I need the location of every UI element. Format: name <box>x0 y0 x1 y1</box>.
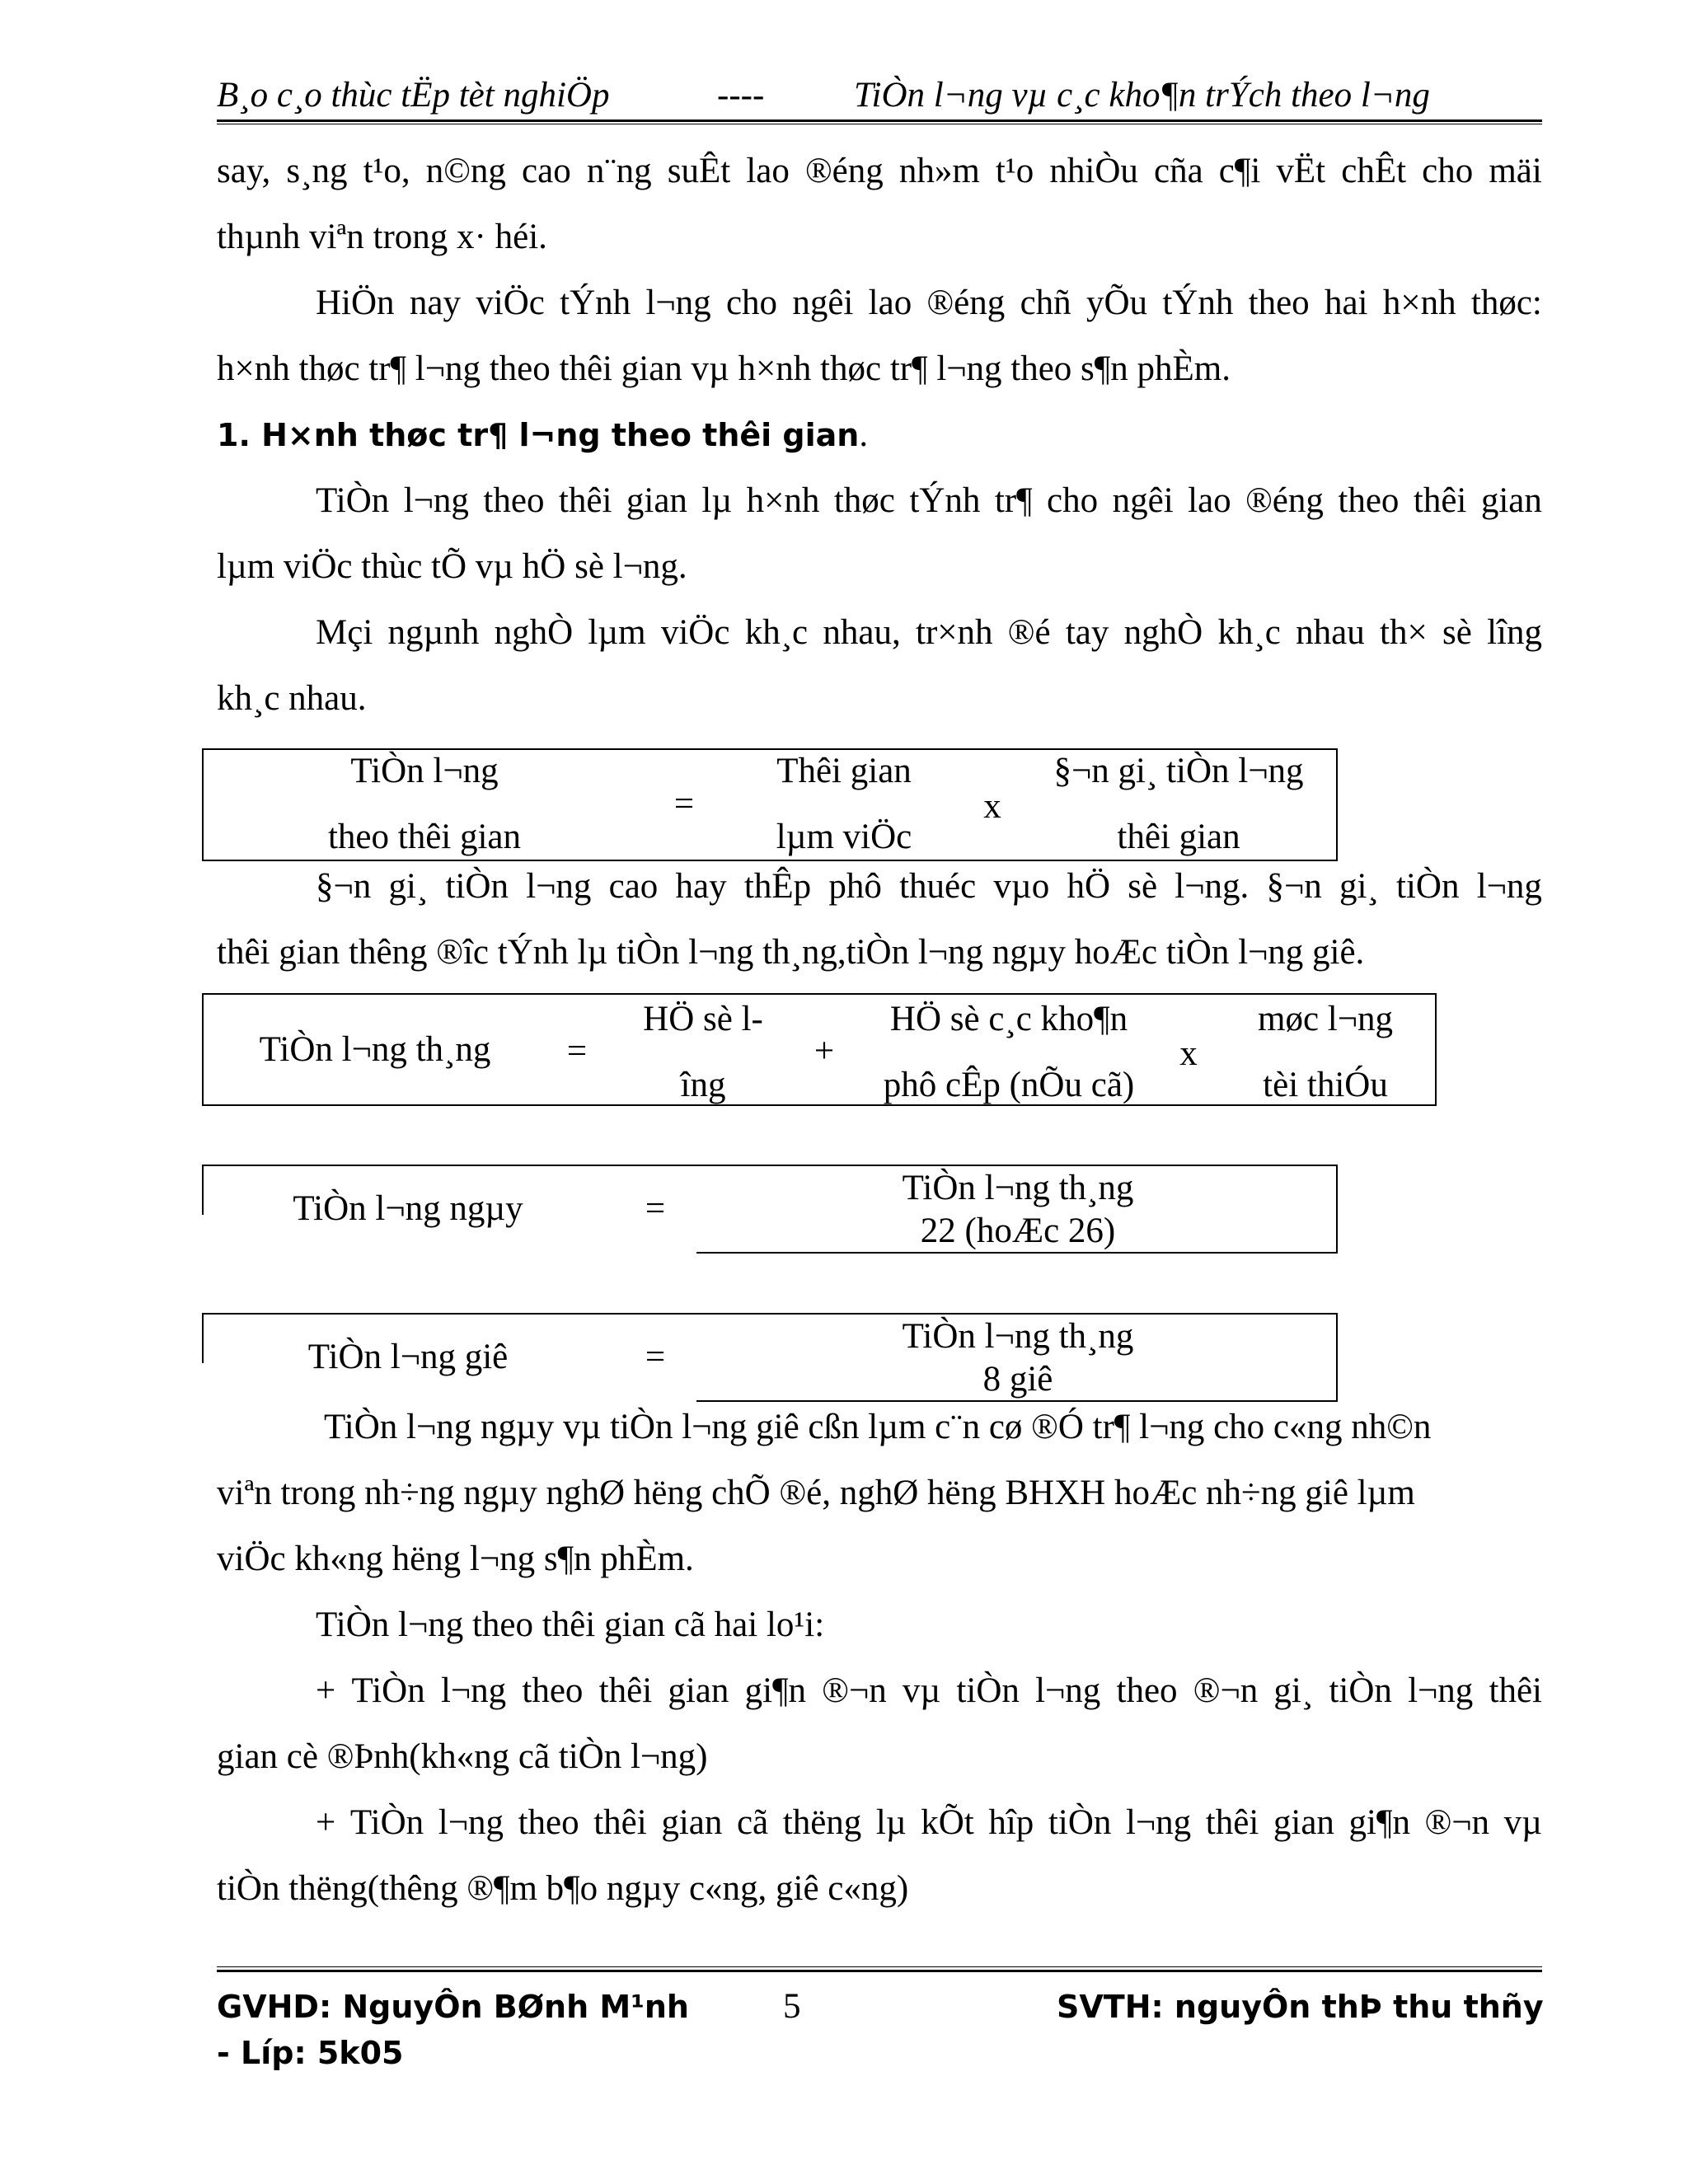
word: tÝnh <box>560 284 631 322</box>
footer-supervisor: GVHD: NguyÔn BØnh M¹nh <box>217 1989 689 2025</box>
word: l¬ng <box>440 1671 507 1710</box>
word: h×nh <box>1382 284 1456 322</box>
word: §¬n <box>1266 867 1322 906</box>
paragraph-1-line-1 <box>217 148 1542 194</box>
formula-time-wage-equals: = <box>673 785 695 823</box>
word: lµm <box>588 613 646 652</box>
formula-time-wage-times: x <box>983 787 1001 826</box>
word: thêi <box>593 1803 647 1842</box>
word: ngêi <box>792 284 854 322</box>
word: c¶i <box>1218 152 1261 190</box>
word: l¬ng <box>645 284 711 322</box>
word: ®¬n <box>1193 1671 1259 1710</box>
formula-hourly-wage-left: TiÒn l¬ng giê <box>307 1338 509 1376</box>
word: kÕt <box>921 1803 974 1842</box>
word: chñ <box>1020 284 1071 322</box>
word: lµ <box>701 481 733 520</box>
word: l¬ng <box>526 867 592 906</box>
header-report-title: B¸o c¸o thùc tËp tèt nghiÖp <box>217 76 610 115</box>
word: tr×nh <box>916 613 993 652</box>
footer-class: - Líp: 5k05 <box>217 2035 404 2071</box>
word: nay <box>409 284 461 322</box>
paragraph-3-line-1 <box>316 478 1542 524</box>
word: yÕu <box>1085 284 1148 322</box>
formula-monthly-wage-equals: = <box>566 1032 588 1071</box>
word: hîp <box>988 1803 1034 1842</box>
word: theo <box>1116 1671 1178 1710</box>
word: say, <box>217 152 271 190</box>
word: gian <box>626 481 687 520</box>
word: l¬ng <box>403 481 469 520</box>
paragraph-9-line-1 <box>316 1800 1542 1846</box>
word: cho <box>1422 152 1474 190</box>
formula-hourly-wage-equals: = <box>645 1338 666 1376</box>
paragraph-5-line-1 <box>316 864 1542 910</box>
paragraph-3-line-2: lµm viÖc thùc tÕ vµ hÖ sè l¬ng. <box>217 547 687 586</box>
word: nhau, <box>823 613 901 652</box>
word: cho <box>725 284 778 322</box>
word: cao <box>522 152 571 190</box>
word: thêi <box>598 1671 653 1710</box>
paragraph-1-line-2: thµnh viªn trong x· héi. <box>217 218 547 256</box>
formula-monthly-wage-allowance-bottom: phô cÊp (nÕu cã) <box>883 1066 1135 1104</box>
formula-hourly-wage-denominator: 8 giê <box>982 1360 1053 1399</box>
word: ®éng <box>1245 481 1324 520</box>
word: kh¸c <box>1217 613 1281 652</box>
word: l¬ng <box>1408 1671 1474 1710</box>
header-chapter-title: TiÒn l¬ng vµ c¸c kho¶n trÝch theo l¬ng <box>854 76 1430 115</box>
word: cña <box>1153 152 1203 190</box>
formula-monthly-wage-coefficient-top: HÖ sè l- <box>643 1000 763 1038</box>
word: l¬ng <box>1476 867 1542 906</box>
formula-monthly-wage-coefficient-bottom: îng <box>680 1066 726 1104</box>
word: tay <box>1065 613 1109 652</box>
word: tÝnh <box>1162 284 1234 322</box>
word: lao <box>746 152 790 190</box>
footer-student: SVTH: nguyÔn thÞ thu thñy <box>1057 1989 1544 2025</box>
formula-time-wage-mid-top: Thêi gian <box>776 752 912 790</box>
word: tiÒn <box>1329 1671 1392 1710</box>
word: n©ng <box>425 152 506 190</box>
word: l¬ng <box>438 1803 504 1842</box>
word: thÊp <box>743 867 812 906</box>
word: gi¸ <box>1339 867 1379 906</box>
word: vµ <box>1503 1803 1542 1842</box>
word: tiÒn <box>956 1671 1020 1710</box>
word: t¹o, <box>363 152 410 190</box>
word: cho <box>1047 481 1099 520</box>
word: h×nh <box>746 481 820 520</box>
paragraph-6-line-1: TiÒn l¬ng ngµy vµ tiÒn l¬ng giê cßn lµm c¨n cø ®Ó tr¶ l¬ng cho c«ng nh©n <box>324 1408 1432 1446</box>
formula-daily-wage-numerator: TiÒn l¬ng th¸ng <box>902 1169 1134 1207</box>
word: l¬ng. <box>1175 867 1250 906</box>
word: theo <box>483 481 545 520</box>
section-heading-dot: . <box>859 415 869 454</box>
word: n¨ng <box>586 152 652 190</box>
word: tÝnh <box>909 481 981 520</box>
paragraph-4-line-1 <box>316 610 1542 656</box>
word: gian <box>661 1803 723 1842</box>
word: theo <box>518 1803 579 1842</box>
section-heading-text: 1. H×nh thøc tr¶ l¬ng theo thêi gian <box>217 417 860 453</box>
word: vµo <box>993 867 1050 906</box>
word: nh»m <box>898 152 980 190</box>
word: suÊt <box>667 152 731 190</box>
word: tiÒn <box>1396 867 1460 906</box>
formula-daily-wage-left: TiÒn l¬ng ngµy <box>293 1189 523 1228</box>
word: thøc: <box>1470 284 1542 322</box>
paragraph-6-line-2: viªn trong nh÷ng ngµy nghØ hëng chÕ ®é, nghØ hëng BHXH hoÆc nh÷ng giê lµm <box>217 1474 1415 1512</box>
word: gian <box>1273 1803 1334 1842</box>
word: s¸ng <box>286 152 348 190</box>
word: Mçi <box>316 613 373 652</box>
word: nghÒ <box>494 613 574 652</box>
word: vËt <box>1276 152 1326 190</box>
word: theo <box>522 1671 584 1710</box>
formula-monthly-wage-plus: + <box>814 1032 835 1071</box>
word: thuéc <box>899 867 977 906</box>
formula-hourly-wage-numerator: TiÒn l¬ng th¸ng <box>902 1317 1134 1356</box>
formula-time-wage-right-bottom: thêi gian <box>1117 818 1240 856</box>
word: ®éng <box>804 152 884 190</box>
word: TiÒn <box>316 481 390 520</box>
word: ®éng <box>926 284 1006 322</box>
word: phô <box>828 867 882 906</box>
formula-time-wage-left-top: TiÒn l¬ng <box>350 752 499 790</box>
word: gi¶n <box>1348 1803 1410 1842</box>
word: nghÒ <box>1123 613 1203 652</box>
word: th× <box>1380 613 1428 652</box>
word: chÊt <box>1341 152 1407 190</box>
word: viÖc <box>660 613 730 652</box>
word: hai <box>1324 284 1368 322</box>
formula-daily-wage-denominator: 22 (hoÆc 26) <box>920 1212 1116 1250</box>
paragraph-8-line-1 <box>316 1668 1542 1714</box>
word: sè <box>1442 613 1472 652</box>
word: §¬n <box>316 867 372 906</box>
word: thëng <box>782 1803 862 1842</box>
formula-daily-wage-equals: = <box>645 1189 666 1228</box>
word: theo <box>1248 284 1310 322</box>
word: lao <box>1188 481 1231 520</box>
formula-time-wage-right-top: §¬n gi¸ tiÒn l¬ng <box>1053 752 1304 790</box>
word: vµ <box>902 1671 941 1710</box>
word: tiÒn <box>1048 1803 1112 1842</box>
paragraph-5-line-2: thêi gian thêng ®îc tÝnh lµ tiÒn l¬ng th¸ng,tiÒn l¬ng ngµy hoÆc tiÒn l¬ng giê. <box>217 933 1365 972</box>
word: lµ <box>875 1803 907 1842</box>
formula-monthly-wage-minimum-top: møc l¬ng <box>1258 1000 1393 1038</box>
word: sè <box>1128 867 1158 906</box>
word: tr¶ <box>994 481 1033 520</box>
word: theo <box>1338 481 1400 520</box>
word: HiÖn <box>316 284 395 322</box>
paragraph-8-line-2: gian cè ®Þnh(kh«ng cã tiÒn l¬ng) <box>217 1737 708 1776</box>
word: + <box>316 1671 336 1710</box>
paragraph-9-line-2: tiÒn thëng(thêng ®¶m b¶o ngµy c«ng, giê c«ng) <box>217 1869 909 1908</box>
word: TiÒn <box>349 1803 424 1842</box>
header-rule-thick <box>217 120 1542 122</box>
formula-monthly-wage-allowance-top: HÖ sè c¸c kho¶n <box>889 1000 1128 1038</box>
word: l¬ng <box>1125 1803 1192 1842</box>
word: gian <box>668 1671 729 1710</box>
paragraph-6-line-3: viÖc kh«ng hëng l¬ng s¶n phÈm. <box>217 1540 694 1578</box>
word: cao <box>608 867 659 906</box>
word: gian <box>1480 481 1542 520</box>
word: thøc <box>833 481 895 520</box>
word: nhiÒu <box>1049 152 1138 190</box>
header-separator: ---- <box>717 76 765 115</box>
word: gi¸ <box>388 867 429 906</box>
word: nhau <box>1296 613 1365 652</box>
word: cã <box>736 1803 769 1842</box>
word: ®¬n <box>822 1671 887 1710</box>
formula-time-wage-mid-bottom: lµm viÖc <box>776 818 912 856</box>
paragraph-2-line-1 <box>316 280 1542 326</box>
footer-rule-thin <box>217 1966 1542 1967</box>
word: ngêi <box>1112 481 1174 520</box>
formula-monthly-wage-left: TiÒn l¬ng th¸ng <box>259 1030 491 1069</box>
word: thêi <box>558 481 612 520</box>
word: thêi <box>1413 481 1467 520</box>
word: viÖc <box>476 284 545 322</box>
word: ®é <box>1007 613 1051 652</box>
word: mäi <box>1489 152 1542 190</box>
word: hay <box>675 867 727 906</box>
paragraph-2-line-2: h×nh thøc tr¶ l¬ng theo thêi gian vµ h×nh thøc tr¶ l¬ng theo s¶n phÈm. <box>217 349 1231 388</box>
word: gi¸ <box>1273 1671 1314 1710</box>
word: lao <box>868 284 912 322</box>
word: t¹o <box>995 152 1034 190</box>
formula-time-wage-left-bottom: theo thêi gian <box>327 818 522 856</box>
page-number: 5 <box>783 1987 801 2026</box>
word: ®¬n <box>1424 1803 1490 1842</box>
formula-monthly-wage-times: x <box>1179 1034 1198 1073</box>
word: hÖ <box>1067 867 1110 906</box>
word: thêi <box>1205 1803 1259 1842</box>
word: + <box>316 1803 336 1842</box>
formula-monthly-wage-minimum-bottom: tèi thiÓu <box>1263 1066 1388 1104</box>
word: ngµnh <box>387 613 480 652</box>
footer-rule-thick <box>217 1970 1542 1972</box>
section-heading <box>217 412 868 458</box>
word: gi¶n <box>744 1671 807 1710</box>
formula-daily-wage-fraction-bar <box>696 1252 1338 1254</box>
word: thêi <box>1489 1671 1542 1710</box>
formula-hourly-wage-fraction-bar <box>696 1400 1338 1402</box>
word: lîng <box>1487 613 1542 652</box>
word: l¬ng <box>1035 1671 1101 1710</box>
word: tiÒn <box>445 867 509 906</box>
word: kh¸c <box>744 613 809 652</box>
word: TiÒn <box>351 1671 425 1710</box>
paragraph-4-line-2: kh¸c nhau. <box>217 679 367 718</box>
paragraph-7: TiÒn l¬ng theo thêi gian cã hai lo¹i: <box>316 1605 825 1644</box>
